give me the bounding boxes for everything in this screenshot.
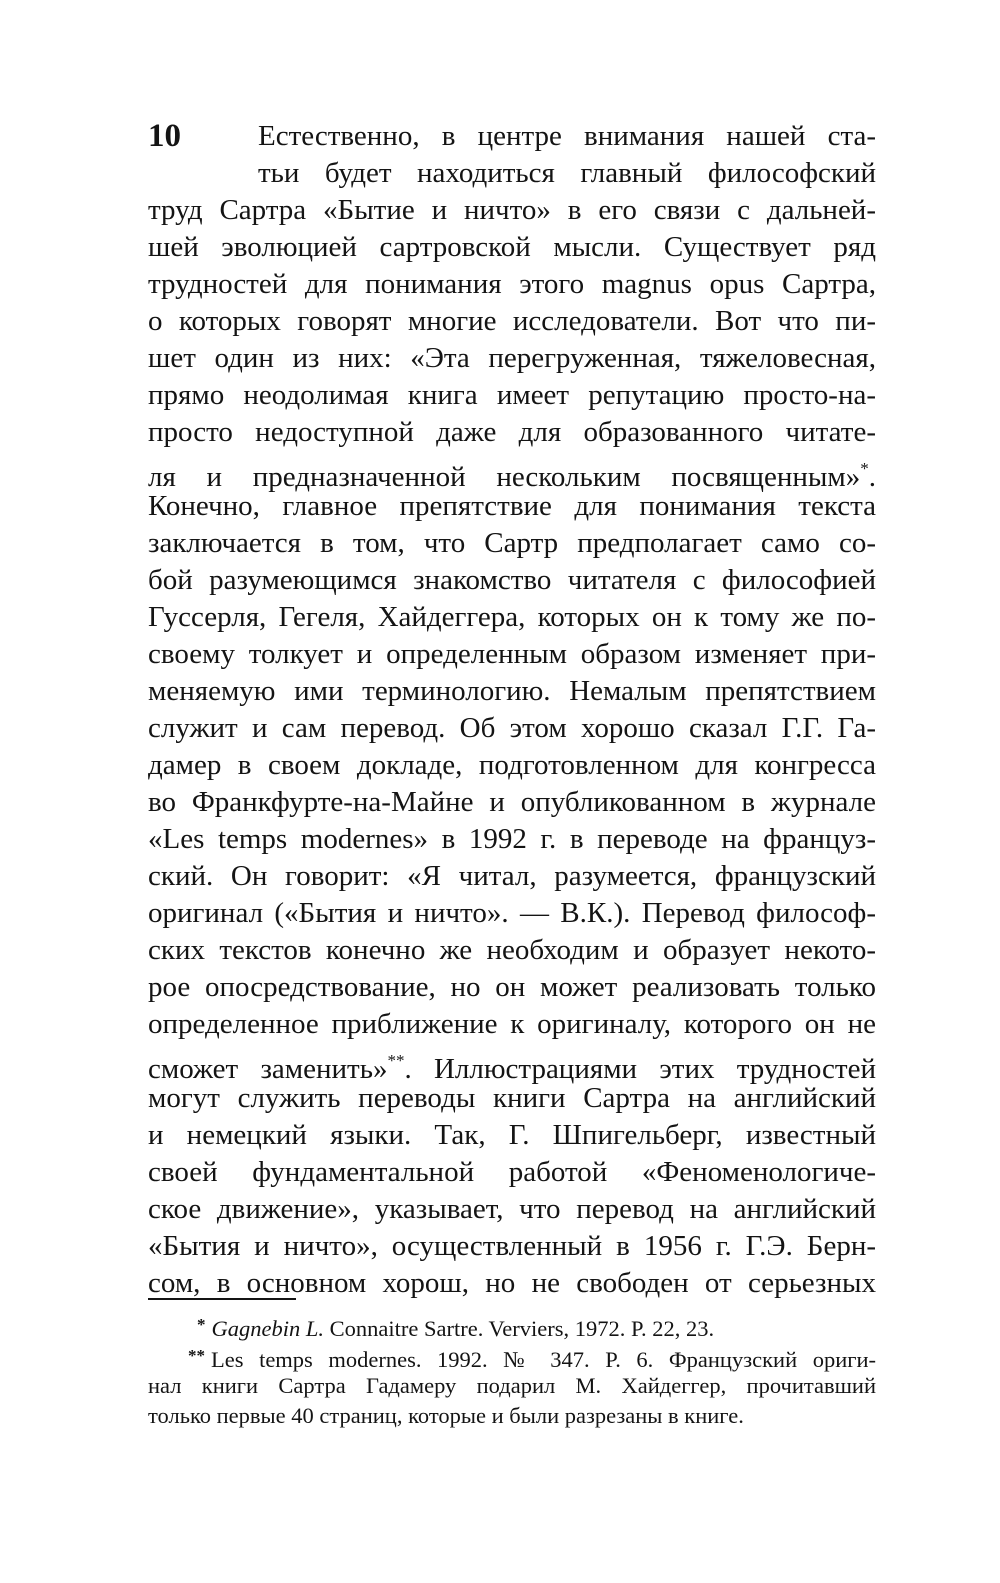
footnote-2-line xyxy=(188,1341,876,1371)
text-line: прямо неодолимая книга имеет репутацию просто-на- xyxy=(148,379,876,411)
text-line: трудностей для понимания этого magnus opus Сартра, xyxy=(148,268,876,300)
text-segment: . xyxy=(868,461,876,493)
text-line: определенное приближение к оригиналу, которого он не xyxy=(148,1008,876,1040)
text-line: служит и сам перевод. Об этом хорошо сказал Г.Г. Га- xyxy=(148,712,876,744)
text-line: ских текстов конечно же необходим и образует некото- xyxy=(148,934,876,966)
text-line: заключается в том, что Сартр предполагает само со- xyxy=(148,527,876,559)
text-line-with-footnote-ref xyxy=(148,449,876,493)
footnote-1 xyxy=(197,1310,876,1340)
text-line: шей эволюцией сартровской мысли. Существует ряд xyxy=(148,231,876,263)
footnote-ref-1: * xyxy=(860,459,869,478)
text-line: труд Сартра «Бытие и ничто» в его связи с дальней- xyxy=(148,194,876,226)
text-line-with-footnote-ref xyxy=(148,1041,876,1085)
footnote-text: Connaitre Sartre. Verviers, 1972. P. 22, 23. xyxy=(324,1316,715,1341)
text-line: «Бытия и ничто», осуществленный в 1956 г. Г.Э. Берн- xyxy=(148,1230,876,1262)
text-line: Естественно, в центре внимания нашей ста- xyxy=(258,120,876,152)
text-line: во Франкфурте-на-Майне и опубликованном в журнале xyxy=(148,786,876,818)
text-line: рое опосредствование, но он может реализовать только xyxy=(148,971,876,1003)
text-segment: сможет заменить» xyxy=(148,1053,388,1085)
text-line: тьи будет находиться главный философский xyxy=(258,157,876,189)
footnote-author: Gagnebin L. xyxy=(211,1316,324,1341)
footnote-2-line: только первые 40 страниц, которые и были разрезаны в книге. xyxy=(148,1403,744,1428)
text-line: оригинал («Бытия и ничто». — В.К.). Перевод философ- xyxy=(148,897,876,929)
page-number: 10 xyxy=(148,118,181,154)
text-line: ский. Он говорит: «Я читал, разумеется, французский xyxy=(148,860,876,892)
footnote-text: Les temps modernes. 1992. № 347. P. 6. Французский ориги- xyxy=(211,1347,876,1372)
text-line: просто недоступной даже для образованного читате- xyxy=(148,416,876,448)
footnote-mark-2: ** xyxy=(188,1346,205,1365)
text-line: своему толкует и определенным образом изменяет при- xyxy=(148,638,876,670)
text-line: Конечно, главное препятствие для понимания текста xyxy=(148,490,876,522)
text-line: ское движение», указывает, что перевод на английский xyxy=(148,1193,876,1225)
text-line: могут служить переводы книги Сартра на английский xyxy=(148,1082,876,1114)
text-segment: . Иллюстрациями этих трудностей xyxy=(404,1053,876,1085)
text-line: меняемую ими терминологию. Немалым препятствием xyxy=(148,675,876,707)
footnote-ref-2: ** xyxy=(387,1051,405,1070)
text-segment: ля и предназначенной нескольким посвященным» xyxy=(148,461,861,493)
text-line: бой разумеющимся знакомство читателя с философией xyxy=(148,564,876,596)
footnote-mark-1: * xyxy=(197,1315,206,1334)
footnote-2-line: нал книги Сартра Гадамеру подарил М. Хайдеггер, прочитавший xyxy=(148,1373,876,1398)
text-line: «Les temps modernes» в 1992 г. в переводе на француз- xyxy=(148,823,876,855)
text-line: Гуссерля, Гегеля, Хайдеггера, которых он к тому же по- xyxy=(148,601,876,633)
text-line: и немецкий языки. Так, Г. Шпигельберг, известный xyxy=(148,1119,876,1151)
text-line: шет один из них: «Эта перегруженная, тяжеловесная, xyxy=(148,342,876,374)
footnote-separator xyxy=(148,1298,296,1300)
text-line: о которых говорят многие исследователи. Вот что пи- xyxy=(148,305,876,337)
text-line: дамер в своем докладе, подготовленном для конгресса xyxy=(148,749,876,781)
text-line: сом, в основном хорош, но не свободен от серьезных xyxy=(148,1267,876,1299)
text-line: своей фундаментальной работой «Феноменологиче- xyxy=(148,1156,876,1188)
